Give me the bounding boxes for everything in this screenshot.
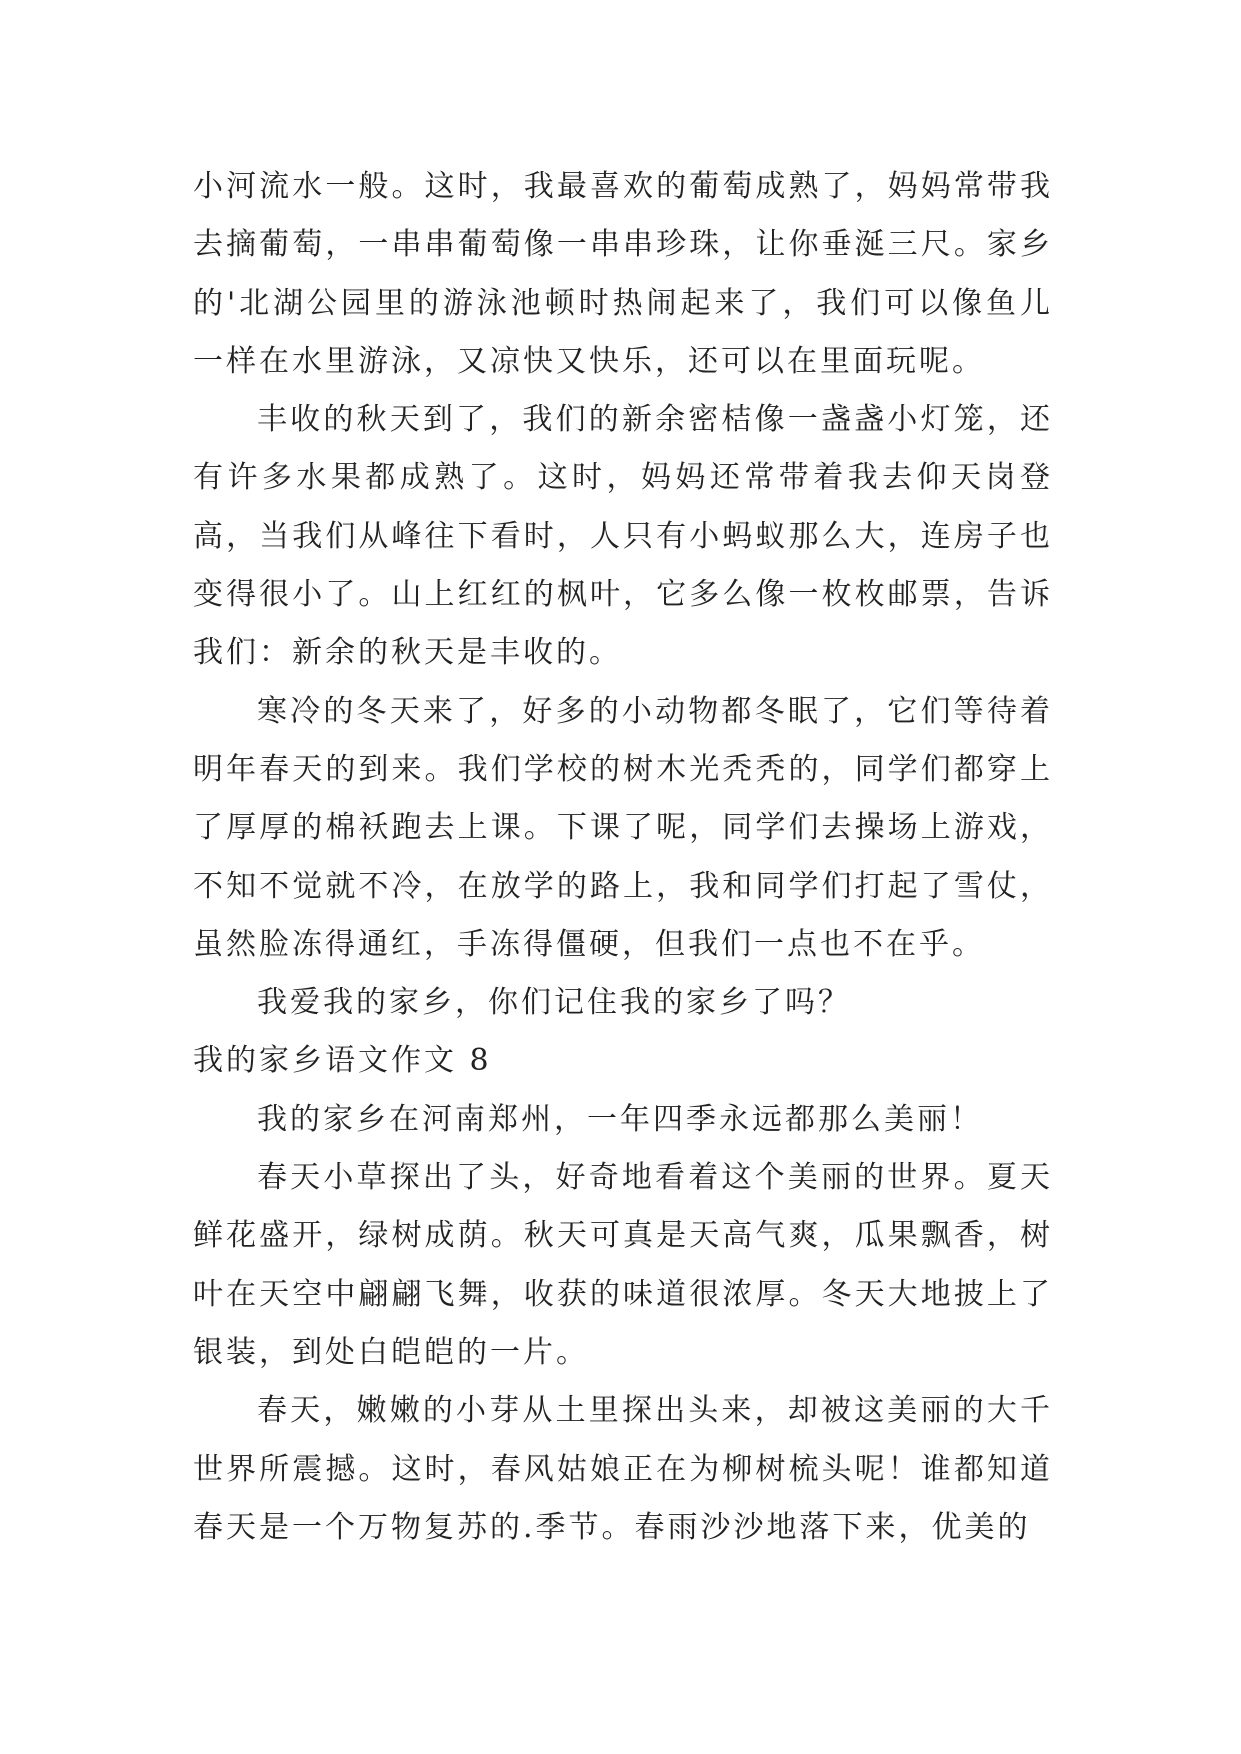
- paragraph: 寒冷的冬天来了，好多的小动物都冬眠了，它们等待着明年春天的到来。我们学校的树木光秃秃的，同学们都穿上了厚厚的棉袄跑去上课。下课了呢，同学们去操场上游戏，不知不觉就不冷，在放学的路上，我和同学们打起了雪仗，虽然脸冻得通红，手冻得僵硬，但我们一点也不在乎。: [193, 693, 1053, 962]
- paragraph: 春天小草探出了头，好奇地看着这个美丽的世界。夏天鲜花盛开，绿树成荫。秋天可真是天高气爽，瓜果飘香，树叶在天空中翩翩飞舞，收获的味道很浓厚。冬天大地披上了银装，到处白皑皑的一片。: [193, 1160, 1053, 1370]
- paragraph: 春天，嫩嫩的小芽从土里探出头来，却被这美丽的大千世界所震撼。这时，春风姑娘正在为柳树梳头呢！谁都知道春天是一个万物复苏的.季节。春雨沙沙地落下来，优美的: [193, 1393, 1053, 1545]
- paragraph: 小河流水一般。这时，我最喜欢的葡萄成熟了，妈妈常带我去摘葡萄，一串串葡萄像一串串珍珠，让你垂涎三尺。家乡的'北湖公园里的游泳池顿时热闹起来了，我们可以像鱼儿一样在水里游泳，又凉快又快乐，还可以在里面玩呢。: [193, 169, 1053, 379]
- paragraph: 我的家乡在河南郑州，一年四季永远都那么美丽！: [257, 1101, 983, 1137]
- paragraph: 丰收的秋天到了，我们的新余密桔像一盏盏小灯笼，还有许多水果都成熟了。这时，妈妈还常带着我去仰天岗登高，当我们从峰往下看时，人只有小蚂蚁那么大，连房子也变得很小了。山上红红的枫叶，它多么像一枚枚邮票，告诉我们：新余的秋天是丰收的。: [193, 402, 1053, 671]
- section-title: 我的家乡语文作文 8: [193, 1043, 492, 1079]
- paragraph: 我爱我的家乡，你们记住我的家乡了吗？: [257, 985, 851, 1021]
- document-body: [193, 158, 1053, 1557]
